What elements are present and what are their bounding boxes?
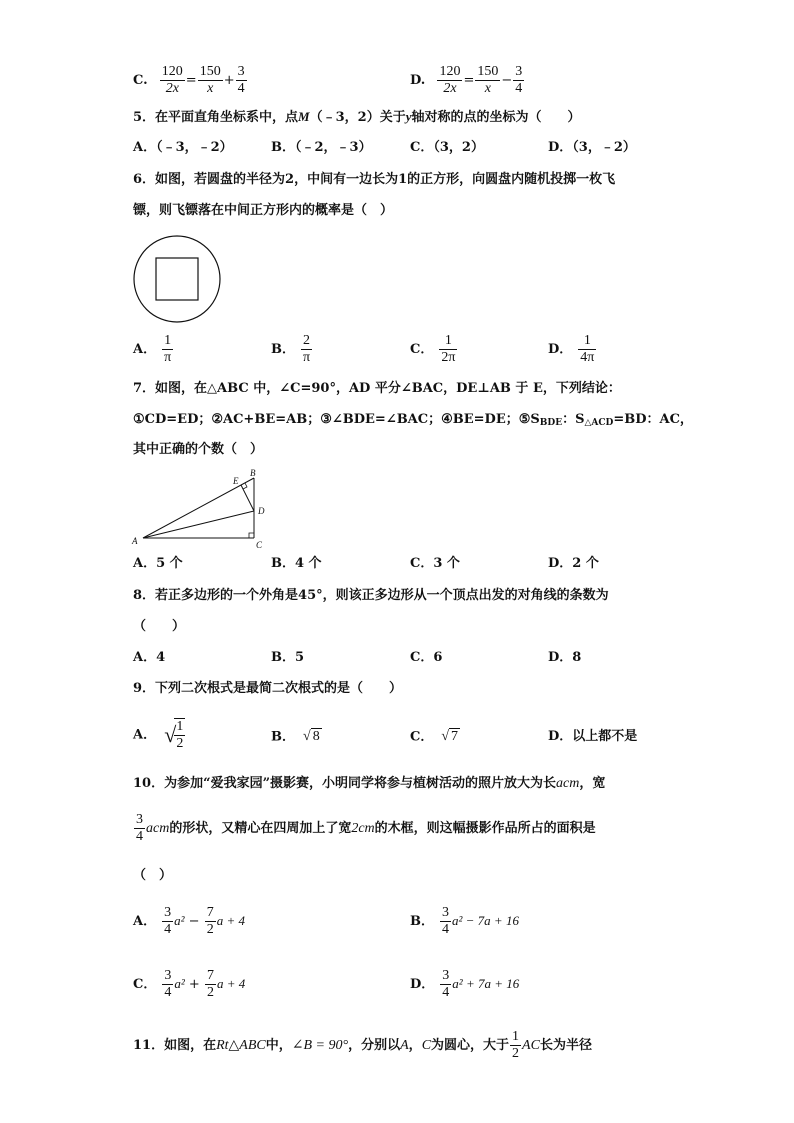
q6-option-c: C． $\frac{1}{2\pi}$ [410, 333, 456, 365]
q10-option-b: B． $\frac{3}{4}$ a² − 7a + 16 [410, 905, 519, 937]
q9-option-d: D．以上都不是 [548, 729, 638, 744]
label-c: C [256, 540, 263, 550]
q5-option-b: B．（﹣2，﹣3） [271, 140, 372, 155]
q7-stem-line3: 其中正确的个数（ ） [133, 442, 264, 457]
label-d: D [258, 506, 265, 516]
q7-option-b: B．4 个 [271, 556, 322, 571]
q7-option-a: A．5 个 [133, 556, 183, 571]
q6-option-d: D． $\frac{1}{4\pi}$ [548, 333, 595, 365]
bisector-ad [143, 511, 254, 538]
q7-stem-line1: 7．如图，在△ABC 中，∠C=90°，AD 平分∠BAC，DE⊥AB 于 E，下列结论： [133, 381, 621, 396]
option-label: D. [410, 73, 426, 88]
side-ab [143, 478, 254, 538]
q5-option-d: D．（3，﹣2） [548, 140, 636, 155]
q5-option-a: A．（﹣3，﹣2） [133, 140, 233, 155]
q6-circle-square-figure [131, 233, 225, 327]
q4-option-c: C. $\frac{120}{2x}$ = $\frac{150}{x}$ + $\frac{3}{4}$ [133, 64, 245, 96]
q8-stem-line2: （ ） [133, 619, 186, 634]
q9-option-a: A． √ $\frac{1}{2}$ [133, 719, 184, 751]
q6-option-b: B． $\frac{2}{\pi}$ [271, 333, 311, 365]
q7-option-c: C．3 个 [410, 556, 460, 571]
q6-option-a: A． $\frac{1}{\pi}$ [133, 333, 172, 365]
q5-option-c: C．（3，2） [410, 140, 484, 155]
q10-option-d: D． $\frac{3}{4}$ a² + 7a + 16 [410, 968, 520, 1000]
label-b: B [250, 468, 256, 478]
q9-stem: 9．下列二次根式是最简二次根式的是（ ） [133, 681, 403, 696]
q10-stem-line1: 10．为参加“爱我家园”摄影赛，小明同学将参与植树活动的照片放大为长acm，宽 [133, 776, 606, 791]
center-square [156, 258, 198, 300]
q7-option-d: D．2 个 [548, 556, 599, 571]
option-label: C. [133, 73, 148, 88]
q10-stem-line3: （ ） [133, 868, 173, 883]
q8-option-a: A．4 [133, 650, 166, 665]
q6-stem-line2: 镖，则飞镖落在中间正方形内的概率是（ ） [133, 203, 394, 218]
q10-stem-line2: $\frac{3}{4}$ acm的形状，又精心在四周加上了宽2cm的木框，则这幅摄影作品所占的面积是 [136, 812, 596, 844]
q8-option-b: B．5 [271, 650, 305, 665]
q5-stem: 5．在平面直角坐标系中，点M（﹣3，2）关于y轴对称的点的坐标为（ ） [133, 109, 581, 125]
q10-option-c: C． $\frac{3}{4}$ a² + $\frac{7}{2}$ a + 4 [133, 968, 246, 1000]
q8-option-c: C．6 [410, 650, 443, 665]
q11-stem-line1: 11．如图，在Rt△ABC中，∠B = 90°，分别以A，C为圆心，大于 $\frac{1}{2}$ AC长为半径 [133, 1029, 592, 1061]
q10-option-a: A． $\frac{3}{4}$ a² − $\frac{7}{2}$ a + 4 [133, 905, 245, 937]
right-angle-mark-c [249, 533, 254, 538]
q9-option-c: C． √ 7 [410, 729, 459, 745]
label-e: E [233, 476, 239, 486]
q8-stem-line1: 8．若正多边形的一个外角是45°，则该正多边形从一个顶点出发的对角线的条数为 [133, 588, 609, 603]
q7-stem-line2: ①CD=ED；②AC+BE=AB；③∠BDE=∠BAC；④BE=DE；$⑤S_{BDE}$：$S_{\triangle ACD}=BD$：AC， [133, 412, 693, 428]
q4-option-d: D. $\frac{120}{2x}$ = $\frac{150}{x}$ − $\frac{3}{4}$ [410, 64, 523, 96]
label-a: A [132, 536, 138, 546]
q9-option-b: B． √ 8 [271, 729, 320, 745]
disc-circle [134, 236, 220, 322]
q8-option-d: D．8 [548, 650, 582, 665]
q6-stem-line1: 6．如图，若圆盘的半径为2，中间有一边长为1的正方形，向圆盘内随机投掷一枚飞 [133, 172, 616, 187]
q7-triangle-figure [130, 466, 270, 550]
